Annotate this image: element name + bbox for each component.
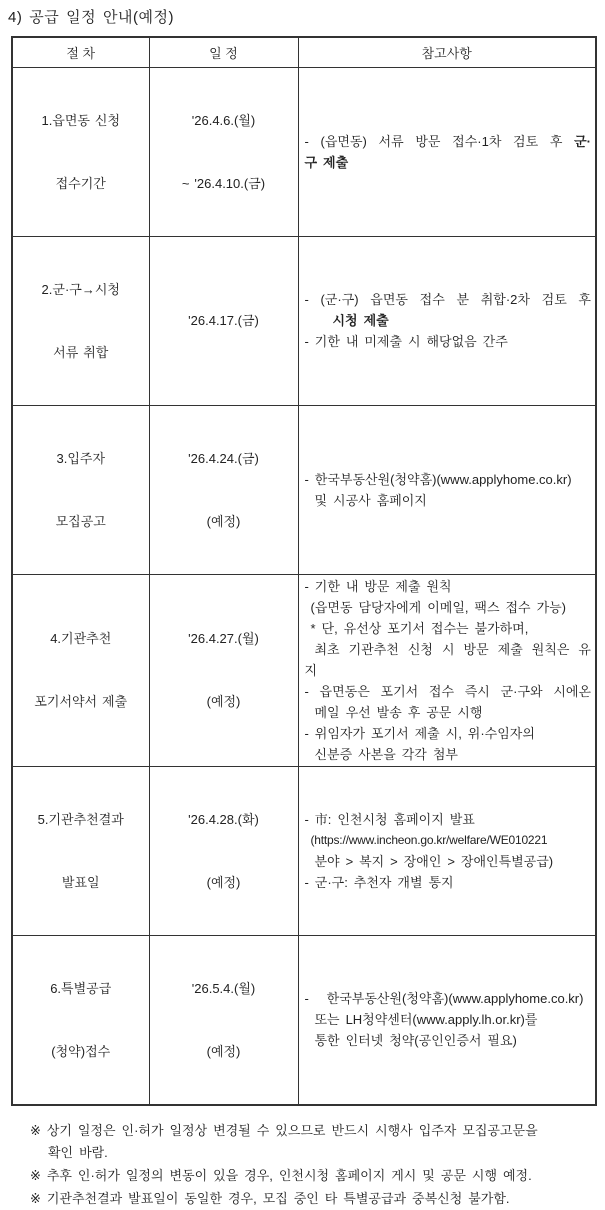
schedule-cell [149, 766, 298, 935]
note-line [305, 830, 592, 851]
note-text: 또는 LH청약센터(www.apply.lh.or.kr)를 [314, 1012, 538, 1027]
procedure-line: 1.읍면동 신청 [41, 112, 121, 128]
table-row [12, 67, 596, 236]
footnotes [30, 1120, 605, 1210]
note-text: 분야 > 복지 > 장애인 > 장애인특별공급) [314, 853, 554, 869]
note-text: (읍면동 담당자에게 이메일, 팩스 접수 가능) [310, 599, 567, 615]
procedure-line: 포기서약서 제출 [34, 694, 128, 709]
footnote [30, 1165, 605, 1187]
note-text: - (군·구) 읍면동 접수 분 취합·2차 검토 후 [304, 292, 591, 307]
footnote-line: ※ 기관추천결과 발표일이 동일한 경우, 모집 중인 타 특별공급과 중복신청 불가함. [30, 1190, 510, 1206]
procedure-cell [12, 935, 149, 1105]
notes-cell [298, 405, 596, 574]
note-text: - 군·구: 추천자 개별 통지 [304, 874, 454, 890]
procedure-line: 3.입주자 [56, 450, 106, 466]
note-text: - (읍면동) 서류 방문 접수·1차 검토 후 [304, 133, 575, 149]
document-page [0, 8, 605, 1206]
note-bold-text: 시청 제출 [332, 313, 389, 328]
schedule-line: '26.4.17.(금) [188, 313, 259, 328]
note-text: - 읍면동은 포기서 접수 즉시 군·구와 시에온 [304, 683, 591, 699]
note-bold-text: 구 제출 [304, 154, 349, 170]
note-text: 지 [304, 662, 318, 678]
note-line [305, 744, 592, 765]
note-text: 통한 인터넷 청약(공인인증서 필요) [314, 1033, 517, 1048]
procedure-cell [12, 67, 149, 236]
schedule-line: (예정) [206, 513, 241, 529]
footnote-line: ※ 상기 일정은 인·허가 일정상 변경될 수 있으므로 반드시 시행사 입주자 모집공고문을 [30, 1122, 538, 1138]
table-row [12, 405, 596, 574]
schedule-line: ~ '26.4.10.(금) [181, 175, 266, 191]
schedule-cell [149, 67, 298, 236]
schedule-cell [149, 405, 298, 574]
note-line [305, 131, 592, 152]
schedule-line: (예정) [206, 874, 241, 890]
table-header-row [12, 37, 596, 67]
note-line [305, 618, 592, 639]
table-row [12, 935, 596, 1105]
note-text: 및 시공사 홈페이지 [314, 492, 427, 508]
procedure-line: 5.기관추천결과 [37, 811, 124, 827]
procedure-cell [12, 236, 149, 405]
note-text: - 기한 내 방문 제출 원칙 [304, 578, 452, 594]
procedure-line: 4.기관추천 [50, 631, 112, 646]
note-line [305, 872, 592, 893]
note-text: - 市: 인천시청 홈페이지 발표 [304, 811, 475, 827]
note-line [305, 310, 592, 331]
note-text: 신분증 사본을 각각 첨부 [314, 746, 458, 762]
notes-cell [298, 935, 596, 1105]
table-row [12, 574, 596, 766]
procedure-cell [12, 574, 149, 766]
schedule-line: '26.4.28.(화) [188, 811, 259, 827]
note-line [305, 851, 592, 872]
schedule-line: '26.4.24.(금) [188, 450, 259, 466]
note-line [305, 988, 592, 1009]
note-line [305, 809, 592, 830]
schedule-line: '26.5.4.(월) [191, 980, 256, 996]
procedure-line: 발표일 [61, 874, 100, 890]
note-bold-text: 군· [574, 133, 591, 149]
note-text: 최초 기관추천 신청 시 방문 제출 원칙은 유 [314, 641, 591, 657]
note-text: - 한국부동산원(청약홈)(www.applyhome.co.kr) [304, 471, 572, 487]
note-line [305, 331, 592, 352]
note-line [305, 576, 592, 597]
footnote-line: 확인 바람. [48, 1144, 108, 1160]
schedule-table [11, 36, 597, 1106]
note-url-text: (https://www.incheon.go.kr/welfare/WE010221 [310, 832, 548, 847]
schedule-cell [149, 935, 298, 1105]
notes-cell [298, 766, 596, 935]
procedure-line: (청약)접수 [51, 1043, 111, 1059]
note-line [305, 1030, 592, 1051]
note-line [305, 597, 592, 618]
note-text: 메일 우선 발송 후 공문 시행 [314, 704, 483, 720]
note-line [305, 681, 592, 702]
note-line [305, 289, 592, 310]
schedule-line: (예정) [206, 1043, 241, 1059]
table-row [12, 766, 596, 935]
procedure-cell [12, 405, 149, 574]
footnote [30, 1120, 605, 1164]
notes-cell [298, 67, 596, 236]
note-line [305, 723, 592, 744]
note-text: - 위임자가 포기서 제출 시, 위·수임자의 [304, 725, 535, 741]
note-line [305, 660, 592, 681]
note-line [305, 1009, 592, 1030]
col-header-notes: 참고사항 [298, 37, 596, 67]
procedure-line: 서류 취합 [53, 344, 109, 360]
schedule-cell [149, 236, 298, 405]
note-line [305, 152, 592, 173]
note-line [305, 639, 592, 660]
note-line [305, 702, 592, 723]
note-line [305, 490, 592, 511]
notes-cell [298, 574, 596, 766]
table-row [12, 236, 596, 405]
notes-cell [298, 236, 596, 405]
footnote [30, 1188, 605, 1210]
footnote-line: ※ 추후 인·허가 일정의 변동이 있을 경우, 인천시청 홈페이지 게시 및 공문 시행 예정. [30, 1167, 532, 1183]
schedule-line: (예정) [206, 694, 241, 709]
schedule-line: '26.4.6.(월) [191, 112, 256, 128]
page-title: 4) 공급 일정 안내(예정) [8, 9, 175, 26]
procedure-line: 6.특별공급 [50, 980, 112, 996]
schedule-cell [149, 574, 298, 766]
procedure-cell [12, 766, 149, 935]
note-line [305, 469, 592, 490]
procedure-line: 2.군·구→시청 [41, 281, 120, 297]
note-text: - 한국부동산원(청약홈)(www.applyhome.co.kr) [304, 991, 584, 1006]
procedure-line: 모집공고 [55, 513, 106, 529]
schedule-line: '26.4.27.(월) [188, 631, 259, 646]
col-header-procedure: 절 차 [12, 37, 149, 67]
procedure-line: 접수기간 [55, 175, 106, 191]
col-header-schedule: 일 정 [149, 37, 298, 67]
note-text: * 단, 유선상 포기서 접수는 불가하며, [310, 620, 529, 636]
note-text: - 기한 내 미제출 시 해당없음 간주 [304, 334, 508, 349]
